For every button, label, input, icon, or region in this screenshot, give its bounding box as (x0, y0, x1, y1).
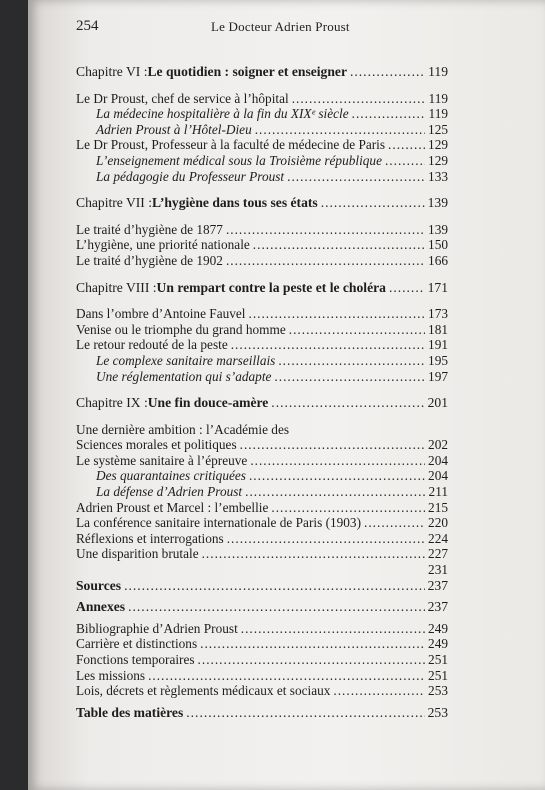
toc-title: Fonctions temporaires (76, 652, 195, 667)
chapter-number: Chapitre VII : (76, 195, 153, 211)
leader-dots (289, 322, 425, 338)
toc-page-number: 173 (428, 306, 448, 322)
toc-section (76, 705, 448, 721)
chapter-number: Chapitre VIII : (76, 279, 157, 295)
toc-page-continuation (76, 562, 448, 578)
toc-title: Le retour redouté de la peste (76, 337, 228, 353)
book-page (28, 0, 545, 790)
running-title: Le Docteur Adrien Proust (211, 19, 350, 34)
toc-page-number: 171 (427, 279, 448, 295)
leader-dots (352, 106, 426, 122)
toc-page-number: 119 (428, 64, 448, 79)
toc-chapter (76, 280, 448, 296)
toc-title: Carrière et distinctions (76, 636, 198, 652)
toc-title: Dans l’ombre d’Antoine Fauvel (76, 306, 246, 322)
chapter-title: Un rempart contre la peste et le choléra (156, 279, 386, 295)
toc-entry (76, 237, 448, 253)
leader-dots (271, 500, 425, 516)
toc-entry (76, 437, 448, 453)
leader-dots (278, 353, 425, 369)
leader-dots (240, 437, 425, 453)
toc-page-number: 204 (428, 468, 448, 484)
toc-title: Table des matières (76, 704, 184, 720)
toc-title: La conférence sanitaire internationale de Paris (1903) (76, 515, 362, 531)
leader-dots (128, 599, 425, 615)
toc-page-number: 237 (427, 577, 448, 593)
toc-entry (76, 253, 448, 269)
toc-entry (76, 137, 448, 153)
toc-title: L’enseignement médical sous la Troisième république (96, 152, 382, 168)
toc-title: Une réglementation qui s’adapte (96, 368, 272, 384)
toc-page-number: 251 (428, 652, 448, 667)
table-of-contents (76, 64, 448, 720)
chapter-title: L’hygiène dans tous ses états (152, 195, 318, 211)
toc-page-number: 191 (428, 337, 448, 353)
leader-dots (124, 578, 425, 594)
leader-dots (250, 453, 425, 469)
leader-dots (389, 280, 425, 296)
leader-dots (321, 195, 425, 211)
toc-entry (76, 636, 448, 652)
leader-dots (350, 64, 425, 80)
toc-title: Le Dr Proust, chef de service à l’hôpital (76, 90, 289, 106)
toc-title: Lois, décrets et règlements médicaux et sociaux (76, 683, 331, 699)
toc-page-number: 220 (428, 515, 448, 531)
toc-title: Réflexions et interrogations (76, 530, 224, 546)
toc-entry (76, 422, 448, 438)
toc-chapter (76, 195, 448, 211)
toc-title: Une disparition brutale (76, 546, 199, 562)
chapter-title: Une fin douce-amère (147, 395, 269, 411)
leader-dots (231, 337, 425, 353)
toc-page-number: 119 (428, 90, 448, 106)
toc-page-number: 181 (428, 321, 448, 337)
toc-page-number: 133 (428, 168, 448, 184)
toc-entry (76, 322, 448, 338)
toc-page-number: 224 (428, 530, 448, 546)
toc-title: Adrien Proust et Marcel : l’embellie (76, 499, 269, 515)
leader-dots (200, 636, 425, 652)
toc-page-number: 249 (428, 620, 448, 636)
toc-page-number: 253 (428, 683, 448, 699)
toc-page-number: 249 (428, 636, 448, 652)
toc-title: Adrien Proust à l’Hôtel-Dieu (96, 121, 252, 137)
leader-dots (271, 395, 424, 411)
chapter-number: Chapitre VI : (76, 64, 148, 79)
page-number: 254 (76, 18, 99, 34)
toc-page-number: 129 (428, 137, 448, 153)
toc-spacer (76, 384, 448, 395)
leader-dots (274, 369, 425, 385)
toc-page-number: 231 (428, 562, 448, 578)
toc-title: Le Dr Proust, Professeur à la faculté de médecine de Paris (76, 137, 386, 153)
leader-dots (385, 153, 425, 169)
toc-page-number: 129 (428, 152, 448, 168)
toc-title: Le système sanitaire à l’épreuve (76, 452, 248, 468)
toc-spacer (76, 184, 448, 195)
toc-entry (76, 500, 448, 516)
toc-spacer (76, 80, 448, 91)
toc-page-number: 211 (428, 484, 448, 500)
toc-section (76, 578, 448, 594)
chapter-number: Chapitre IX : (76, 395, 148, 411)
toc-page-number: 227 (428, 546, 448, 562)
toc-title: Une dernière ambition : l’Académie des (76, 421, 290, 437)
toc-title: Annexes (76, 599, 126, 615)
toc-spacer (76, 295, 448, 306)
toc-entry (76, 531, 448, 547)
leader-dots (333, 683, 425, 699)
leader-dots (226, 222, 425, 238)
toc-subentry (76, 153, 448, 169)
leader-dots (249, 468, 425, 484)
toc-subentry (76, 468, 448, 484)
toc-page-number: 201 (427, 395, 448, 411)
toc-title: Venise ou le triomphe du grand homme (76, 321, 286, 337)
toc-page-number: 197 (428, 368, 448, 384)
toc-page-number: 139 (427, 195, 448, 211)
toc-chapter (76, 64, 448, 80)
toc-title: Le traité d’hygiène de 1877 (76, 221, 223, 237)
toc-entry (76, 683, 448, 699)
toc-title: Des quarantaines critiquées (96, 468, 246, 484)
leader-dots (202, 546, 425, 562)
toc-title: La médecine hospitalière à la fin du XIXᵉ siècle (96, 106, 349, 122)
leader-dots (287, 169, 425, 185)
toc-page-number: 119 (428, 106, 448, 122)
toc-entry (76, 337, 448, 353)
leader-dots (364, 515, 425, 531)
toc-entry (76, 668, 448, 684)
toc-subentry (76, 369, 448, 385)
toc-page-number: 125 (428, 121, 448, 137)
toc-page-number: 237 (427, 599, 448, 615)
leader-dots (253, 237, 425, 253)
toc-chapter (76, 395, 448, 411)
toc-spacer (76, 269, 448, 280)
toc-entry (76, 453, 448, 469)
toc-title: Le complexe sanitaire marseillais (96, 352, 276, 368)
toc-title: Le traité d’hygiène de 1902 (76, 252, 223, 268)
toc-title: La défense d’Adrien Proust (96, 484, 243, 500)
toc-title: Bibliographie d’Adrien Proust (76, 620, 238, 636)
leader-dots (292, 91, 426, 107)
leader-dots (148, 668, 425, 684)
toc-entry (76, 222, 448, 238)
toc-subentry (76, 353, 448, 369)
toc-page-number: 202 (428, 437, 448, 453)
toc-page-number: 139 (428, 221, 448, 237)
toc-page-number: 215 (428, 499, 448, 515)
chapter-title: Le quotidien : soigner et enseigner (147, 64, 347, 79)
toc-entry (76, 306, 448, 322)
toc-entry (76, 621, 448, 637)
leader-dots (388, 137, 425, 153)
leader-dots (198, 652, 426, 668)
toc-title: Sources (76, 577, 122, 593)
toc-subentry (76, 122, 448, 138)
toc-subentry (76, 106, 448, 122)
toc-title: L’hygiène, une priorité nationale (76, 237, 250, 253)
toc-page-number: 204 (428, 452, 448, 468)
toc-title: La pédagogie du Professeur Proust (96, 168, 285, 184)
toc-spacer (76, 411, 448, 422)
toc-page-number: 251 (428, 667, 448, 683)
toc-entry (76, 546, 448, 562)
leader-dots (226, 253, 425, 269)
leader-dots (227, 531, 425, 547)
toc-entry (76, 652, 448, 668)
toc-title: Les missions (76, 667, 146, 683)
toc-entry (76, 91, 448, 107)
leader-dots (255, 122, 425, 138)
toc-page-number: 150 (428, 237, 448, 253)
leader-dots (245, 484, 425, 500)
leader-dots (241, 621, 425, 637)
toc-title: Sciences morales et politiques (76, 437, 237, 453)
leader-dots (249, 306, 426, 322)
toc-subentry (76, 484, 448, 500)
toc-subentry (76, 169, 448, 185)
toc-page-number: 195 (428, 352, 448, 368)
toc-section (76, 599, 448, 615)
toc-entry (76, 515, 448, 531)
leader-dots (186, 705, 424, 721)
toc-spacer (76, 211, 448, 222)
toc-page-number: 253 (427, 704, 448, 720)
toc-page-number: 166 (428, 252, 448, 268)
